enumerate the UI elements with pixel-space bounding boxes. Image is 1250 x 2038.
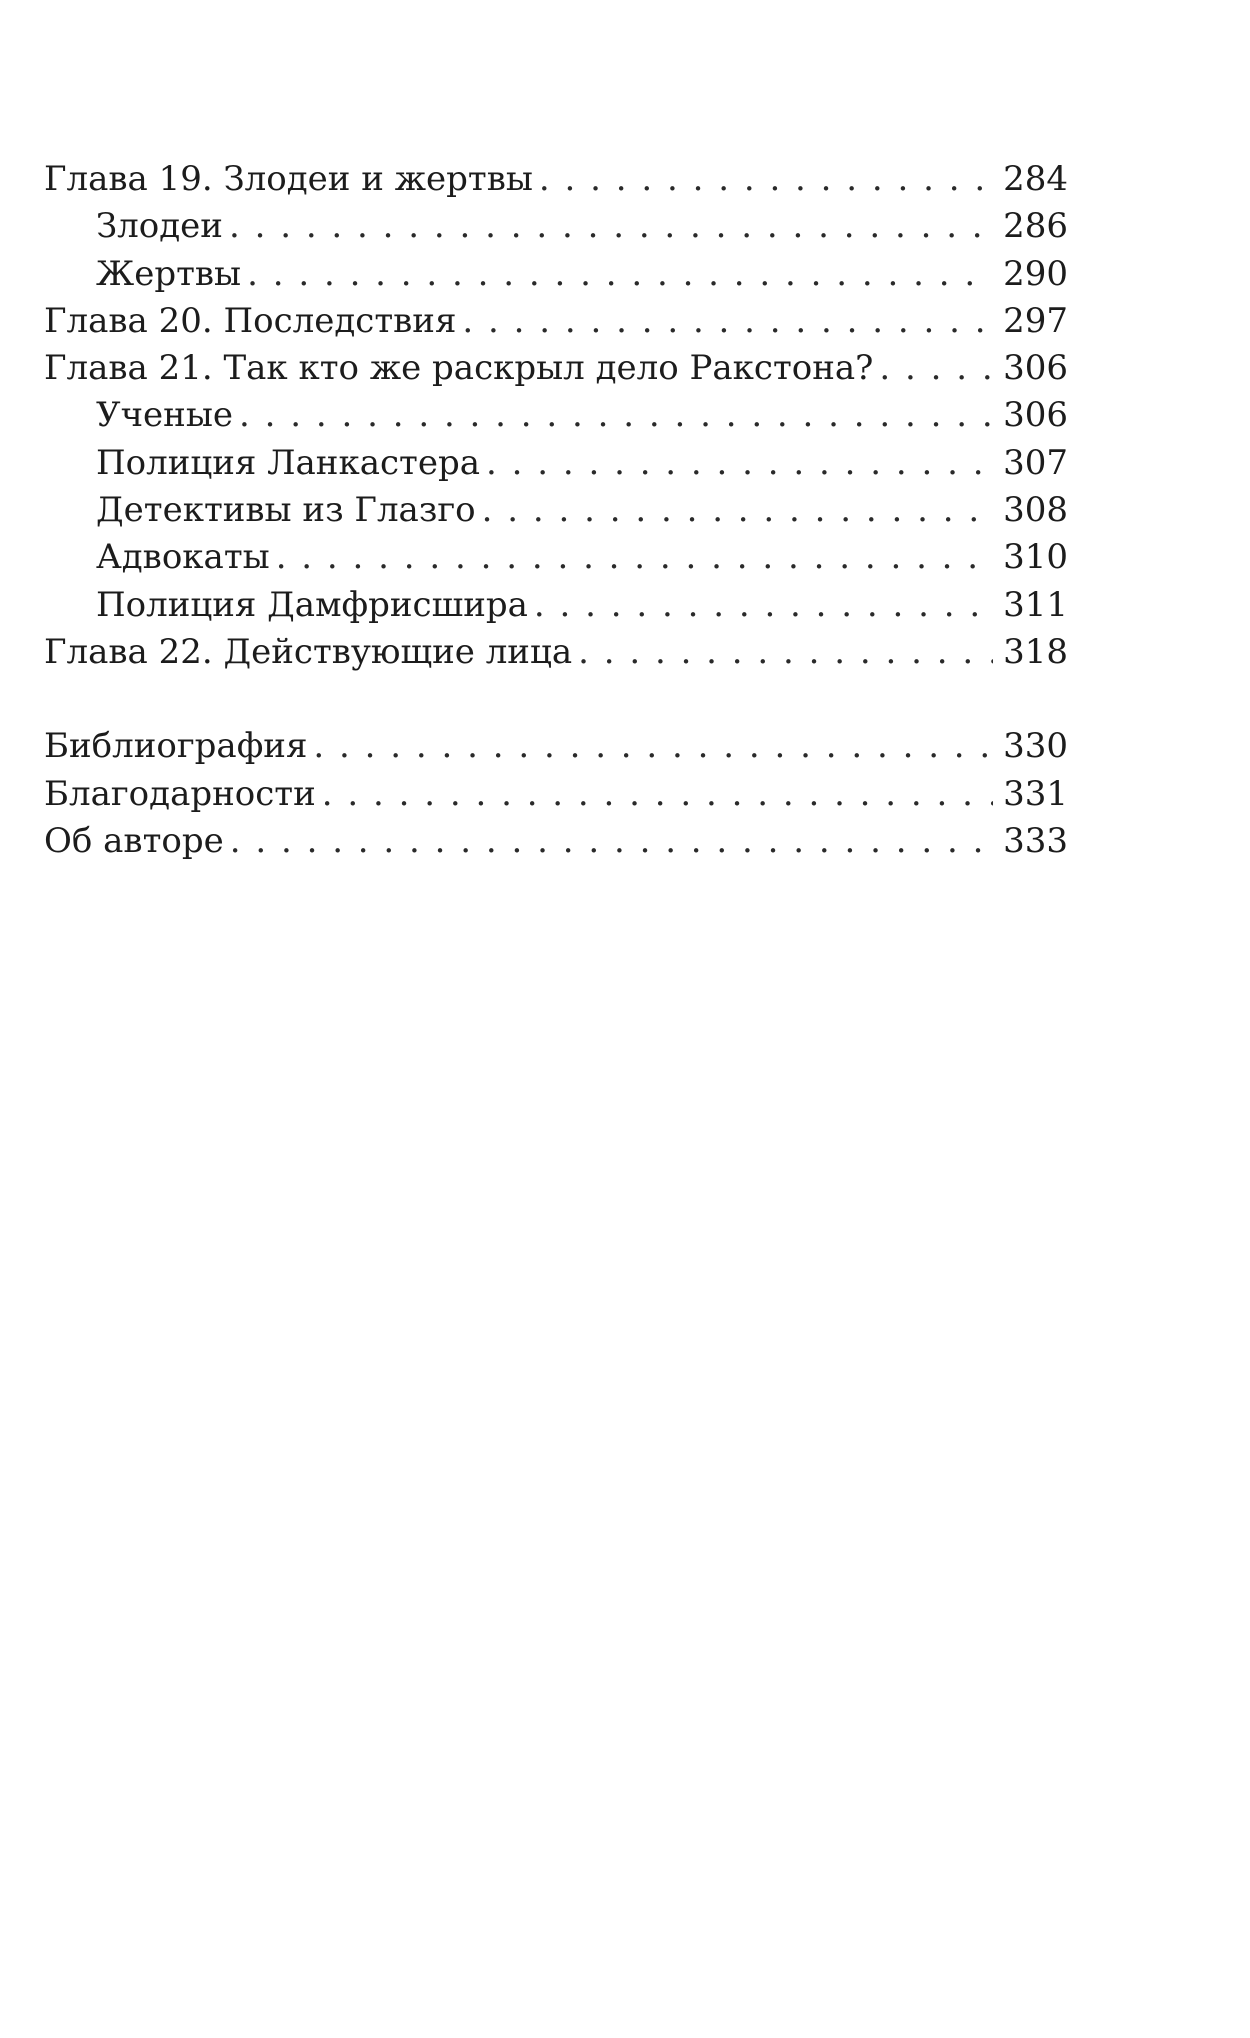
toc-entry-chapter-19[interactable]: [44, 156, 1068, 203]
toc-entry-victims[interactable]: [44, 251, 1068, 298]
toc-entry-page: 306: [1003, 348, 1068, 389]
toc-entry-dumfriesshire-police[interactable]: [44, 582, 1068, 629]
toc-entry-page: 308: [1003, 490, 1068, 531]
toc-entry-title: Глава 20. Последствия: [44, 300, 457, 341]
toc-entry-page: 306: [1003, 395, 1068, 436]
toc-entry-title: Адвокаты: [96, 537, 270, 578]
toc-entry-lancaster-police[interactable]: [44, 440, 1068, 487]
toc-entry-bibliography[interactable]: [44, 723, 1068, 770]
toc-entry-title: Полиция Ланкастера: [96, 442, 480, 483]
toc-entry-chapter-20[interactable]: [44, 298, 1068, 345]
table-of-contents: [44, 156, 1068, 865]
toc-entry-glasgow-detectives[interactable]: [44, 487, 1068, 534]
toc-entry-title: Глава 19. Злодеи и жертвы: [44, 159, 533, 199]
dot-leader: [879, 345, 993, 392]
dot-leader: [486, 440, 993, 487]
toc-entry-page: 307: [1003, 442, 1068, 483]
toc-entry-title: Жертвы: [96, 253, 242, 294]
toc-entry-scientists[interactable]: [44, 392, 1068, 439]
toc-entry-about-author[interactable]: [44, 818, 1068, 865]
toc-entry-page: 290: [1003, 253, 1068, 294]
toc-entry-title: Полиция Дамфрисшира: [96, 584, 528, 625]
toc-entry-page: 318: [1003, 631, 1068, 672]
dot-leader: [247, 251, 993, 298]
dot-leader: [230, 818, 993, 865]
toc-entry-title: Благодарности: [44, 773, 316, 814]
toc-entry-title: Об авторе: [44, 820, 224, 861]
dot-leader: [239, 392, 993, 439]
toc-entry-page: 330: [1003, 726, 1068, 767]
dot-leader: [276, 534, 993, 581]
toc-entry-chapter-22[interactable]: [44, 629, 1068, 676]
dot-leader: [229, 203, 993, 250]
toc-entry-villains[interactable]: [44, 203, 1068, 250]
toc-entry-title: Глава 21. Так кто же раскрыл дело Ракстона?: [44, 348, 874, 389]
toc-entry-page: 284: [1003, 159, 1068, 199]
dot-leader: [322, 771, 993, 818]
toc-entry-title: Глава 22. Действующие лица: [44, 631, 573, 672]
dot-leader: [313, 723, 993, 770]
toc-entry-title: Библиография: [44, 726, 308, 767]
toc-entry-page: 331: [1003, 773, 1068, 814]
dot-leader: [462, 298, 993, 345]
toc-entry-page: 297: [1003, 300, 1068, 341]
toc-entry-page: 286: [1003, 206, 1068, 247]
toc-entry-title: Злодеи: [96, 206, 223, 247]
toc-entry-page: 333: [1003, 820, 1068, 861]
toc-entry-page: 311: [1003, 584, 1068, 625]
dot-leader: [539, 156, 993, 203]
toc-entry-title: Ученые: [96, 395, 234, 436]
dot-leader: [534, 582, 993, 629]
toc-section-gap: [44, 676, 1068, 723]
toc-entry-title: Детективы из Глазго: [96, 490, 476, 531]
toc-entry-chapter-21[interactable]: [44, 345, 1068, 392]
dot-leader: [482, 487, 993, 534]
toc-entry-acknowledgements[interactable]: [44, 771, 1068, 818]
toc-entry-lawyers[interactable]: [44, 534, 1068, 581]
dot-leader: [578, 629, 993, 676]
toc-entry-page: 310: [1003, 537, 1068, 578]
